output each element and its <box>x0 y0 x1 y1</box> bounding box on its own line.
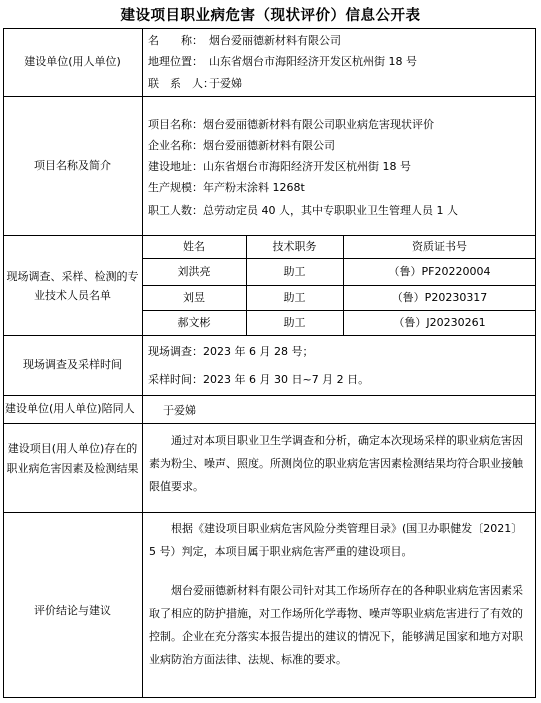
project-line: 职工人数：总劳动定员 40 人，其中专职职业卫生管理人员 1 人 <box>148 204 458 217</box>
staff-cert: （鲁）PF20220004 <box>388 265 491 278</box>
hazard-label: 建设项目(用人单位)存在的职业病危害因素及检测结果 <box>6 442 139 475</box>
time-label: 现场调查及采样时间 <box>23 358 122 371</box>
row-divider <box>3 395 536 396</box>
staff-cert: （鲁）P20230317 <box>391 291 488 304</box>
row-divider <box>3 235 536 236</box>
unit-contact-key: 联 系 人： <box>148 77 214 90</box>
staff-header-cert: 资质证书号 <box>412 240 467 253</box>
table-border-bottom <box>3 697 536 698</box>
row-divider <box>3 512 536 513</box>
row-divider <box>3 96 536 97</box>
info-table <box>3 28 536 698</box>
staff-row-divider <box>142 310 536 311</box>
conclusion-label: 评价结论与建议 <box>34 604 111 617</box>
staff-row-divider <box>142 285 536 286</box>
row-divider <box>3 335 536 336</box>
project-line: 企业名称：烟台爱丽德新材料有限公司 <box>148 139 335 152</box>
staff-name: 刘洪亮 <box>177 265 211 278</box>
label-column-divider <box>142 28 143 698</box>
page-title: 建设项目职业病危害（现状评价）信息公开表 <box>120 7 421 24</box>
conclusion-paragraph-2: 烟台爱丽德新材料有限公司针对其工作场所存在的各种职业病危害因素采取了相应的防护措施，对工作场所化学毒物、噪声等职业病危害进行了有效的控制。企业在充分落实本报告提出的建议的情况下，能够满足国家和地方对职业病防治方面法律、法规、标准的要求。 <box>149 584 523 666</box>
unit-name-key: 名 称： <box>148 34 203 47</box>
sampling-time: 采样时间：2023 年 6 月 30 日~7 月 2 日。 <box>148 373 370 386</box>
unit-contact-value: 于爱娣 <box>209 77 242 90</box>
accompany-value: 于爱娣 <box>163 404 196 417</box>
staff-header-name: 姓名 <box>183 240 205 253</box>
conclusion-paragraph-1: 根据《建设项目职业病危害风险分类管理目录》(国卫办职健发〔2021〕5 号）判定，本项目属于职业病危害严重的建设项目。 <box>149 522 523 558</box>
staff-title: 助工 <box>283 316 306 329</box>
table-border-top <box>3 28 536 29</box>
staff-name: 郝文彬 <box>177 316 211 329</box>
unit-name-value: 烟台爱丽德新材料有限公司 <box>209 34 341 47</box>
table-border-right <box>535 28 536 698</box>
hazard-text: 通过对本项目职业卫生学调查和分析，确定本次现场采样的职业病危害因素为粉尘、噪声、照度。所测岗位的职业病危害因素检测结果均符合职业接触限值要求。 <box>149 434 523 493</box>
unit-location-value: 山东省烟台市海阳经济开发区杭州街 18 号 <box>209 55 417 68</box>
staff-row-divider <box>142 258 536 259</box>
unit-location-key: 地理位置： <box>148 55 203 68</box>
project-label: 项目名称及简介 <box>34 159 111 172</box>
staff-label: 现场调查、采样、检测的专业技术人员名单 <box>6 270 139 302</box>
accompany-label: 建设单位(用人单位)陪同人 <box>5 402 135 415</box>
staff-header-title: 技术职务 <box>272 240 317 253</box>
staff-cert: （鲁）J20230261 <box>393 316 486 329</box>
project-line: 生产规模：年产粉末涂料 1268t <box>148 181 305 194</box>
staff-title: 助工 <box>283 291 306 304</box>
staff-name: 刘昱 <box>183 291 205 304</box>
unit-label: 建设单位(用人单位) <box>24 55 121 68</box>
staff-title: 助工 <box>283 265 306 278</box>
project-line: 建设地址：山东省烟台市海阳经济开发区杭州街 18 号 <box>148 160 411 173</box>
project-line: 项目名称：烟台爱丽德新材料有限公司职业病危害现状评价 <box>148 118 434 131</box>
row-divider <box>3 423 536 424</box>
survey-time: 现场调查：2023 年 6 月 28 号； <box>148 345 314 358</box>
